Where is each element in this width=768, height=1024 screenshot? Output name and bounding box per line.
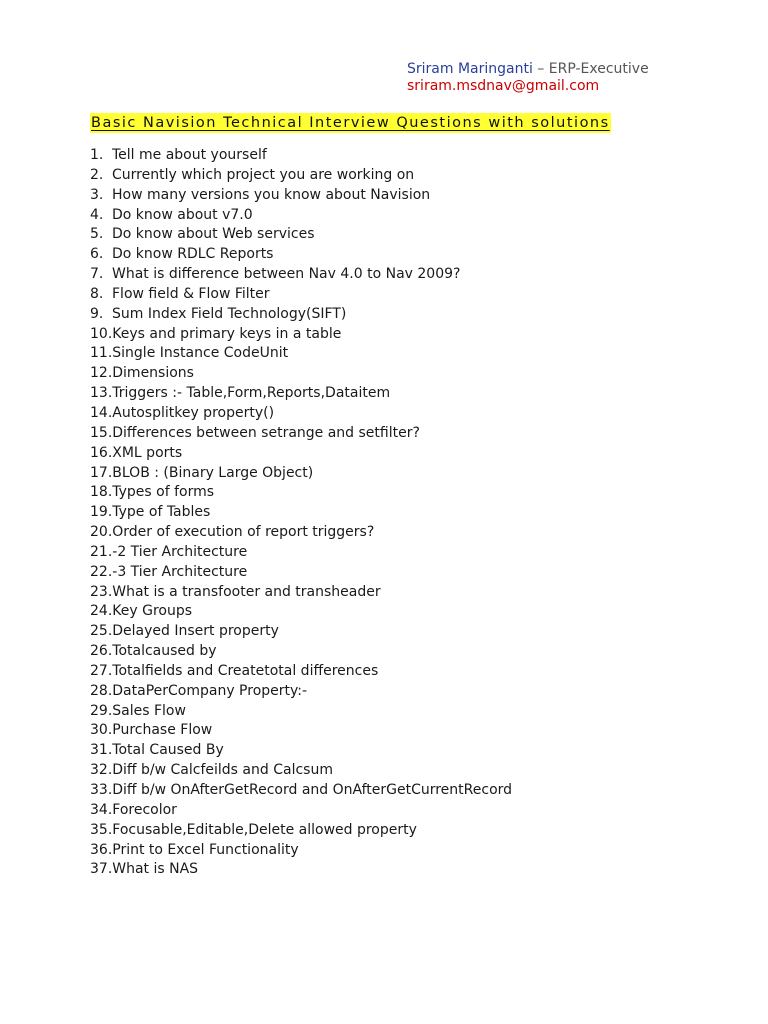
question-text: Triggers :- Table,Form,Reports,Dataitem (112, 385, 391, 402)
question-text: Differences between setrange and setfilter? (112, 424, 420, 441)
question-text: Key Groups (112, 603, 193, 620)
question-item (90, 225, 512, 245)
question-number: 22. (90, 563, 113, 580)
question-item (90, 543, 512, 563)
question-item (90, 622, 512, 642)
document-title: Basic Navision Technical Interview Questions with solutions (91, 115, 610, 131)
question-number: 27. (90, 662, 113, 679)
question-text: Keys and primary keys in a table (112, 325, 342, 342)
question-text: Sales Flow (112, 702, 186, 719)
question-number: 19. (90, 504, 113, 521)
question-item (90, 464, 512, 484)
question-number: 2. (90, 166, 104, 183)
question-number: 8. (90, 285, 104, 302)
question-number: 29. (90, 702, 113, 719)
question-text: Do know RDLC Reports (112, 246, 274, 263)
question-item (90, 285, 512, 305)
question-text: What is a transfooter and transheader (112, 583, 381, 600)
question-text: Purchase Flow (112, 722, 213, 739)
question-number: 23. (90, 583, 113, 600)
question-text: Do know about Web services (112, 226, 315, 243)
question-text: Type of Tables (112, 504, 211, 521)
question-number: 20. (90, 524, 113, 541)
question-item (90, 781, 512, 801)
question-item (90, 444, 512, 464)
question-text: Tell me about yourself (112, 147, 267, 163)
question-text: -3 Tier Architecture (112, 563, 248, 580)
question-text: BLOB : (Binary Large Object) (112, 464, 314, 481)
question-number: 28. (90, 682, 113, 699)
question-item (90, 146, 512, 166)
question-number: 5. (90, 226, 104, 243)
question-text: Autosplitkey property() (112, 404, 275, 421)
question-text: Focusable,Editable,Delete allowed property (112, 821, 417, 838)
question-number: 14. (90, 404, 113, 421)
question-text: Types of forms (112, 484, 215, 501)
question-item (90, 602, 512, 622)
question-number: 24. (90, 603, 113, 620)
question-number: 18. (90, 484, 113, 501)
question-text: -2 Tier Architecture (112, 543, 248, 560)
question-item (90, 186, 512, 206)
question-item (90, 364, 512, 384)
question-item (90, 682, 512, 702)
question-item (90, 344, 512, 364)
question-number: 9. (90, 305, 104, 322)
question-text: Delayed Insert property (112, 623, 279, 640)
question-text: Dimensions (112, 365, 194, 382)
question-text: Sum Index Field Technology(SIFT) (112, 305, 347, 322)
question-number: 11. (90, 345, 113, 362)
question-text: Currently which project you are working on (112, 166, 415, 183)
question-text: How many versions you know about Navision (112, 186, 431, 203)
question-number: 6. (90, 246, 104, 263)
question-item (90, 503, 512, 523)
question-text: Totalcaused by (112, 643, 217, 660)
question-number: 17. (90, 464, 113, 481)
question-number: 36. (90, 841, 113, 858)
question-text: Total Caused By (112, 742, 224, 759)
question-number: 34. (90, 801, 113, 818)
author-header (407, 61, 649, 95)
author-role: – ERP-Executive (532, 61, 649, 77)
question-text: DataPerCompany Property:- (112, 682, 308, 699)
question-item (90, 166, 512, 186)
question-item (90, 483, 512, 503)
question-number: 7. (90, 266, 104, 283)
question-item (90, 424, 512, 444)
question-item (90, 721, 512, 741)
question-number: 10. (90, 325, 113, 342)
question-text: XML ports (112, 444, 183, 461)
question-number: 4. (90, 206, 104, 223)
author-name: Sriram Maringanti (407, 61, 533, 77)
author-email: sriram.msdnav@gmail.com (407, 78, 600, 94)
question-number: 33. (90, 782, 113, 798)
question-item (90, 761, 512, 781)
question-number: 32. (90, 762, 113, 779)
question-number: 1. (90, 147, 104, 163)
question-item (90, 821, 512, 841)
question-number: 16. (90, 444, 113, 461)
question-item (90, 245, 512, 265)
question-number: 12. (90, 365, 113, 382)
question-item (90, 523, 512, 543)
question-text: Totalfields and Createtotal differences (112, 662, 379, 679)
question-item (90, 404, 512, 424)
question-number: 37. (90, 861, 113, 878)
question-item (90, 325, 512, 345)
question-item (90, 702, 512, 722)
question-number: 35. (90, 821, 113, 838)
question-number: 31. (90, 742, 113, 759)
question-item (90, 801, 512, 821)
question-item (90, 206, 512, 226)
question-text: Flow field & Flow Filter (112, 285, 270, 302)
question-text: Single Instance CodeUnit (112, 345, 289, 362)
question-number: 30. (90, 722, 113, 739)
question-item (90, 841, 512, 861)
question-text: Order of execution of report triggers? (112, 524, 375, 541)
question-item (90, 305, 512, 325)
question-number: 25. (90, 623, 113, 640)
question-text: Diff b/w OnAfterGetRecord and OnAfterGetCurrentRecord (112, 782, 513, 798)
question-item (90, 563, 512, 583)
question-number: 3. (90, 186, 104, 203)
question-item (90, 583, 512, 603)
question-number: 15. (90, 424, 113, 441)
question-item (90, 384, 512, 404)
question-text: What is difference between Nav 4.0 to Nav 2009? (112, 266, 461, 283)
question-item (90, 741, 512, 761)
question-text: Diff b/w Calcfeilds and Calcsum (112, 762, 333, 779)
question-text: Print to Excel Functionality (112, 841, 299, 858)
question-number: 26. (90, 643, 113, 660)
question-item (90, 265, 512, 285)
question-item (90, 860, 512, 880)
question-item (90, 642, 512, 662)
question-number: 13. (90, 385, 113, 402)
question-number: 21. (90, 543, 113, 560)
question-item (90, 662, 512, 682)
question-list (90, 146, 512, 880)
question-text: Forecolor (112, 801, 177, 818)
question-text: Do know about v7.0 (112, 206, 253, 223)
question-text: What is NAS (112, 861, 199, 878)
